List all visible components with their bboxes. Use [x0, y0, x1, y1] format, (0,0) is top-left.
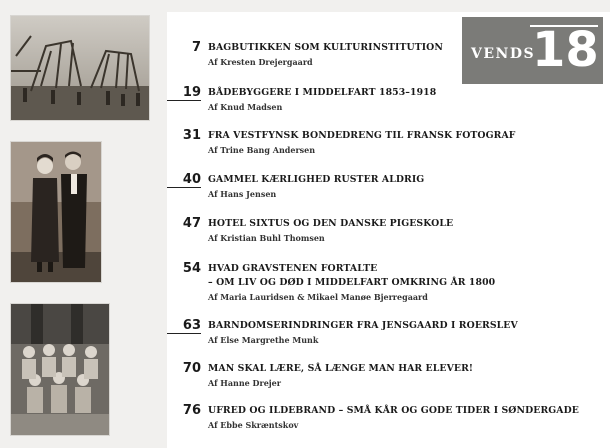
entry-title: MAN SKAL LÆRE, SÅ LÆNGE MAN HAR ELEVER! — [208, 363, 474, 374]
entry-author: Af Trine Bang Andersen — [208, 145, 316, 155]
photo-couple — [10, 141, 102, 283]
page-number: 31 — [182, 128, 201, 143]
entry-author: Af Hans Jensen — [208, 189, 277, 199]
entry-subtitle: – OM LIV OG DØD I MIDDELFART OMKRING ÅR 1800 — [208, 277, 496, 288]
page-number: 47 — [182, 216, 201, 231]
page-number: 19 — [167, 85, 201, 101]
entry-title: BAGBUTIKKEN SOM KULTURINSTITUTION — [208, 42, 443, 53]
entry-title: GAMMEL KÆRLIGHED RUSTER ALDRIG — [208, 174, 425, 185]
entry-title: FRA VESTFYNSK BONDEDRENG TIL FRANSK FOTOGRAF — [208, 130, 516, 141]
badge-word: VENDS — [471, 46, 536, 62]
entry-author: Af Hanne Drejer — [208, 378, 281, 388]
entry-title: HOTEL SIXTUS OG DEN DANSKE PIGESKOLE — [208, 218, 454, 229]
entry-author: Af Knud Madsen — [208, 102, 283, 112]
page-number: 70 — [182, 361, 201, 376]
entry-author: Af Else Margrethe Munk — [208, 335, 319, 345]
entry-title: BÅDEBYGGERE I MIDDELFART 1853–1918 — [208, 87, 437, 98]
page-number: 40 — [167, 172, 201, 188]
photo-boatyard — [10, 15, 150, 121]
entry-title: BARNDOMSERINDRINGER FRA JENSGAARD I ROERSLEV — [208, 320, 518, 331]
photo-children — [10, 303, 110, 436]
entry-author: Af Maria Lauridsen & Mikael Manøe Bjerregaard — [208, 292, 428, 302]
badge-number: 18 — [532, 22, 599, 78]
entry-title: UFRED OG ILDEBRAND – SMÅ KÅR OG GODE TIDER I SØNDERGADE — [208, 405, 579, 416]
page-number: 54 — [182, 261, 201, 276]
page-number: 63 — [167, 318, 201, 334]
entry-author: Af Ebbe Skræntskov — [208, 420, 299, 430]
page-number: 76 — [182, 403, 201, 418]
page-number: 7 — [191, 40, 201, 55]
entry-author: Af Kresten Drejergaard — [208, 57, 313, 67]
issue-badge — [462, 17, 603, 84]
entry-author: Af Kristian Buhl Thomsen — [208, 233, 325, 243]
entry-title: HVAD GRAVSTENEN FORTALTE — [208, 263, 378, 274]
